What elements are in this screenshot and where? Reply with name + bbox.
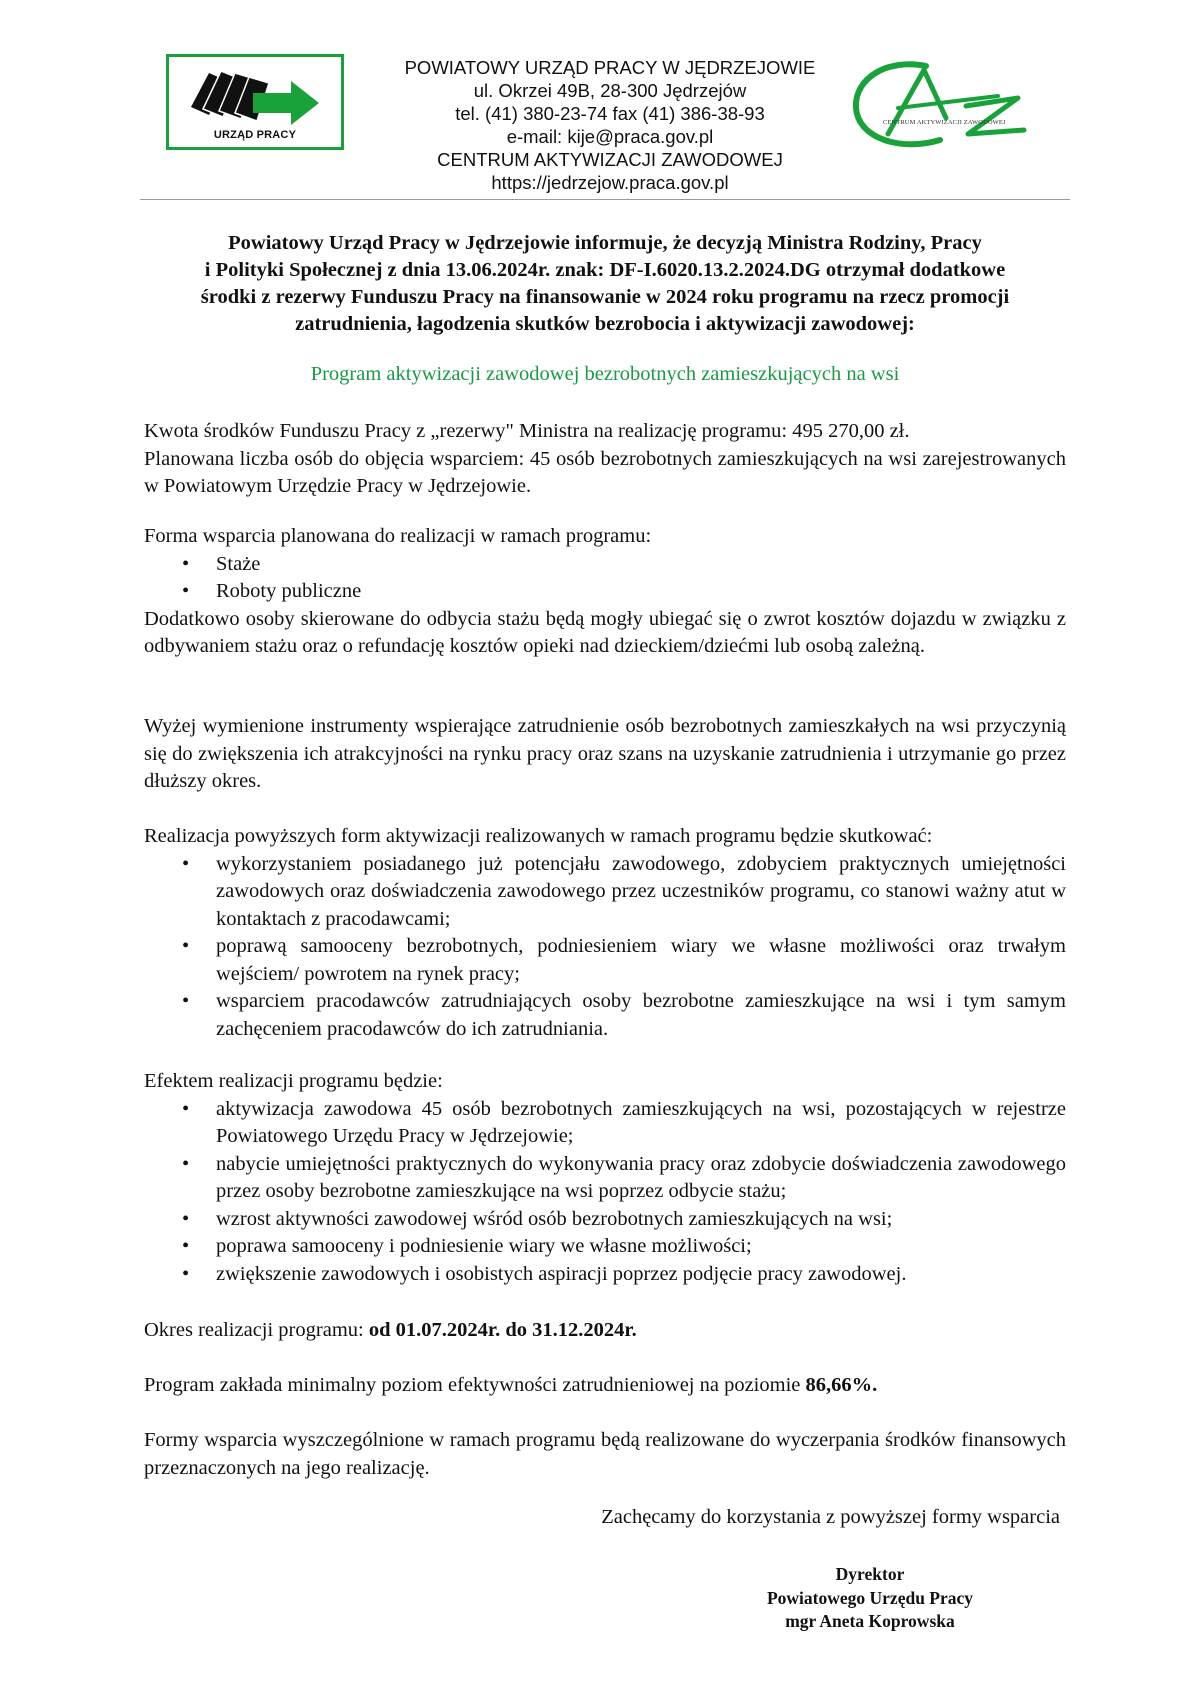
invitation-text: Zachęcamy do korzystania z powyższej formy wsparcia — [601, 1506, 1060, 1528]
list-item: • poprawa samooceny i podniesienie wiary we własne możliwości; — [144, 1233, 1066, 1261]
office-phone: tel. (41) 380-23-74 fax (41) 386-38-93 — [455, 103, 765, 124]
signature-office: Powiatowego Urzędu Pracy — [766, 1587, 974, 1608]
list-item: • zwiększenie zawodowych i osobistych aspiracji poprzez podjęcie pracy zawodowej. — [144, 1261, 1066, 1289]
list-item: • nabycie umiejętności praktycznych do wykonywania pracy oraz zdobycie doświadczenia zawodowego przez osoby bezrobotne zamieszkujące na wsi poprzez odbycie stażu; — [144, 1151, 1066, 1206]
closing-section — [144, 1427, 1066, 1482]
period-value: od 01.07.2024r. do 31.12.2024r. — [368, 1319, 637, 1341]
office-website: https://jedrzejow.praca.gov.pl — [491, 172, 729, 193]
additional-support-paragraph: Dodatkowo osoby skierowane do odbycia stażu będą mogły ubiegać się o zwrot kosztów dojazdu w związku z odbywaniem stażu oraz o refundację kosztów opieki nad dzieckiem/dziećmi lub osobą zależną. — [144, 607, 1066, 657]
effects-heading: Efektem realizacji programu będzie: — [144, 1070, 443, 1092]
list-item: • wsparciem pracodawców zatrudniających osoby bezrobotne zamieszkujące na wsi i tym samym zachęceniem pracodawców do ich zatrudniania. — [144, 988, 1066, 1043]
logo-left-text: URZĄD PRACY — [213, 129, 297, 141]
caz-emblem-icon — [848, 56, 1028, 156]
signature-block — [720, 1563, 1020, 1634]
list-item: • aktywizacja zawodowa 45 osób bezrobotnych zamieszkujących na wsi, pozostających w rejestrze Powiatowego Urzędu Pracy w Jędrzejowie; — [144, 1096, 1066, 1151]
list-item: • Staże — [144, 551, 1066, 579]
realization-section — [144, 823, 1066, 1043]
support-forms-list — [144, 551, 1066, 606]
list-item: • wykorzystaniem posiadanego już potencjału zawodowego, zdobyciem praktycznych umiejętności zawodowych oraz doświadczenia zawodowego przez uczestników programu, co stanowi ważny atut w kontaktach z pracodawcami; — [144, 851, 1066, 934]
realization-heading: Realizacja powyższych form aktywizacji realizowanych w ramach programu będzie skutkować: — [144, 825, 933, 847]
planned-participants: Planowana liczba osób do objęcia wsparciem: 45 osób bezrobotnych zamieszkujących na wsi zarejestrowanych w Powiatowym Urzędzie Pracy w Jędrzejowie. — [144, 447, 1066, 497]
intro-line: Powiatowy Urząd Pracy w Jędrzejowie informuje, że decyzją Ministra Rodziny, Pracy — [228, 232, 982, 254]
funding-section — [144, 418, 1066, 501]
instruments-paragraph: Wyżej wymienione instrumenty wspierające zatrudnienie osób bezrobotnych zamieszkałych na wsi przyczynią się do zwiększenia ich atrakcyjności na rynku pracy oraz szans na uzyskanie zatrudnienia i utrzymanie go przez dłuższy okres. — [144, 715, 1066, 792]
signature-title: Dyrektor — [835, 1564, 905, 1584]
office-email: e-mail: kije@praca.gov.pl — [506, 126, 714, 147]
signature-name: mgr Aneta Koprowska — [785, 1611, 955, 1631]
office-header — [365, 56, 855, 194]
caz-logo — [848, 56, 1028, 156]
list-item: • Roboty publiczne — [144, 578, 1066, 606]
efficiency-value: 86,66%. — [805, 1374, 878, 1396]
funding-amount: Kwota środków Funduszu Pracy z „rezerwy" Ministra na realizację programu: 495 270,00 zł. — [144, 420, 910, 442]
office-address: ul. Okrzei 49B, 28-300 Jędrzejów — [473, 80, 747, 101]
realization-list — [144, 851, 1066, 1044]
period-label: Okres realizacji programu: — [144, 1319, 369, 1341]
efficiency-label: Program zakłada minimalny poziom efektywności zatrudnieniowej na poziomie — [144, 1374, 806, 1396]
effects-list — [144, 1096, 1066, 1289]
instruments-section — [144, 713, 1066, 796]
office-center-name: CENTRUM AKTYWIZACJI ZAWODOWEJ — [437, 149, 783, 170]
office-name: POWIATOWY URZĄD PRACY W JĘDRZEJOWIE — [404, 57, 816, 78]
list-item: • poprawą samooceny bezrobotnych, podniesieniem wiary we własne możliwości oraz trwałym wejściem/ powrotem na rynek pracy; — [144, 933, 1066, 988]
period-section — [144, 1317, 1066, 1345]
effects-section — [144, 1068, 1066, 1288]
program-title: Program aktywizacji zawodowej bezrobotnych zamieszkujących na wsi — [310, 363, 900, 385]
list-item: • wzrost aktywności zawodowej wśród osób bezrobotnych zamieszkujących na wsi; — [144, 1206, 1066, 1234]
closing-paragraph: Formy wsparcia wyszczególnione w ramach programu będą realizowane do wyczerpania środków finansowych przeznaczonych na jego realizację. — [144, 1429, 1066, 1479]
intro-line: środki z rezerwy Funduszu Pracy na finansowanie w 2024 roku programu na rzecz promocji — [200, 286, 1010, 308]
intro-line: zatrudnienia, łagodzenia skutków bezrobocia i aktywizacji zawodowej: — [295, 313, 915, 335]
intro-paragraph — [140, 230, 1070, 338]
support-forms-heading: Forma wsparcia planowana do realizacji w ramach programu: — [144, 525, 652, 547]
efficiency-section — [144, 1372, 1066, 1400]
urzad-pracy-logo — [166, 54, 344, 150]
header-divider — [140, 199, 1070, 200]
caz-logo-text: CENTRUM AKTYWIZACJI ZAWODOWEJ — [883, 119, 1006, 126]
intro-line: i Polityki Społecznej z dnia 13.06.2024r. znak: DF-I.6020.13.2.2024.DG otrzymał dodatkowe — [204, 259, 1006, 281]
support-forms-section — [144, 523, 1066, 661]
